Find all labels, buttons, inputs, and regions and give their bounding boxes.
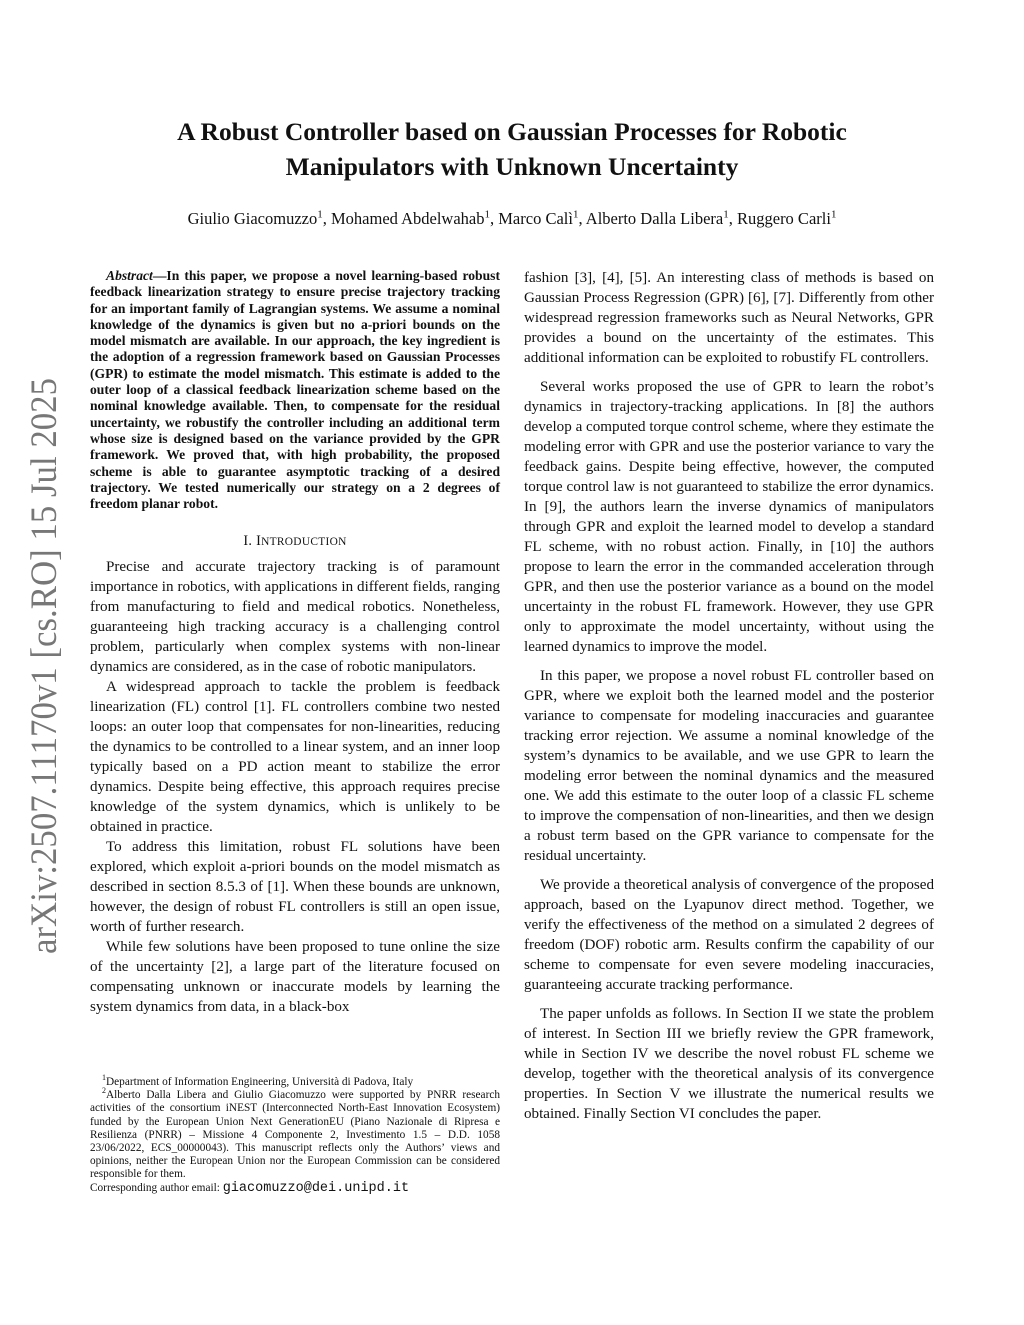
author-name: Giulio Giacomuzzo <box>187 209 318 228</box>
author-name: Alberto Dalla Libera <box>585 209 724 228</box>
body-paragraph: Precise and accurate trajectory tracking is of paramount importance in robotics, with applications in different fields, ranging from manufacturing to field and medical robotics. Nonetheless, guaranteeing high tracking accuracy is a challenging control problem, particularly when complex systems with non-linear dynamics are considered, as in the case of robotic manipulators. <box>90 559 500 676</box>
contact-label: Corresponding author email: <box>90 1181 220 1194</box>
footnote-2 <box>90 1086 500 1181</box>
footnote-text: Alberto Dalla Libera and Giulio Giacomuzzo were supported by PNRR research activities of the consortium iNEST (Interconnected North-East Innovation Ecosystem) funded by the European Union Next GenerationEU (Piano Nazionale di Ripresa e Resilienza (PNRR) – Missione 4 Componente 2, Investimento 1.5 – D.D. 1058 23/06/2022, ECS_00000043). This manuscript reflects only the Authors’ views and opinions, neither the European Union nor the European Commission can be considered responsible for them. <box>90 1089 500 1181</box>
paper-title <box>120 114 904 184</box>
section-numeral: I. <box>243 533 253 550</box>
right-column <box>524 268 934 1133</box>
body-paragraph: To address this limitation, robust FL solutions have been explored, which exploit a-priori bounds on the model mismatch as described in section 8.5.3 of [1]. When these bounds are unknown, however, the design of robust FL controllers is still an open issue, worth of further research. <box>90 839 500 936</box>
footnote-mark: 2 <box>102 1086 106 1096</box>
body-paragraph: While few solutions have been proposed to tune online the size of the uncertainty [2], a large part of the literature focused on compensating unknown or inaccurate models by learning the system dynamics from data, in a black-box <box>90 939 500 1016</box>
body-paragraph: Several works proposed the use of GPR to learn the robot’s dynamics in trajectory-tracking applications. In [8] the authors develop a computed torque control scheme, where they estimate the modeling error with GPR and use the posterior variance to vary the feedback gains. Despite being effective, however, the computed torque control law is not guaranteed to stabilize the error dynamics. In [9], the authors learn the inverse dynamics of manipulators through GPR and exploit the learned model to develop a standard FL scheme, with no robust action. Finally, in [10] the authors propose to learn the error in the commanded acceleration through GPR, and then use the posterior variance as a bound on the model uncertainty in the robust FL framework. However, they use GPR only to approximate the model uncertainty, without using the learned dynamics to improve the model. <box>524 379 934 655</box>
paper-title-line-2: Manipulators with Unknown Uncertainty <box>285 152 739 181</box>
body-paragraph: In this paper, we propose a novel robust FL controller based on GPR, where we exploit both the learned model and the posterior variance to compensate for modeling inaccuracies and guarantee tracking error rejection. We assume a nominal knowledge of the system’s dynamics to be available, and we use GPR to learn the modeling error between the nominal dynamics and the measured one. We add this estimate to the outer loop of a classic FL scheme to improve the compensation of non-linearities, and then we design a robust term based on the GPR variance to compensate for the residual uncertainty. <box>524 668 934 864</box>
paper-title-line-1: A Robust Controller based on Gaussian Processes for Robotic <box>177 117 847 146</box>
footnote-mark: 1 <box>102 1073 106 1083</box>
author-affiliation-mark: 1 <box>484 208 490 221</box>
author-affiliation-mark: 1 <box>317 208 323 221</box>
author-name: Mohamed Abdelwahab <box>330 209 485 228</box>
body-paragraph: The paper unfolds as follows. In Section II we state the problem of interest. In Section III we briefly review the GPR framework, while in Section IV we describe the novel robust FL scheme we develop, together with the theoretical analysis of its convergence properties. In Section V we illustrate the numerical results we obtained. Finally Section VI concludes the paper. <box>524 1006 934 1122</box>
body-paragraph: A widespread approach to tackle the problem is feedback linearization (FL) control [1]. FL controllers combine two nested loops: an outer loop that compensates for non-linearities, reducing the dynamics to be controlled to a linear system, and an inner loop typically based on a PD action meant to stabilize the error dynamics. Despite being effective, this approach requires precise knowledge of the system dynamics, which is unlikely to be obtained in practice. <box>90 679 500 836</box>
author-name: Ruggero Carli <box>736 209 831 228</box>
corresponding-author <box>90 1182 500 1195</box>
arxiv-stamp <box>16 376 72 956</box>
footnote-1 <box>90 1073 500 1089</box>
section-title-first-letter: I <box>256 533 262 550</box>
author-affiliation-mark: 1 <box>723 208 729 221</box>
body-paragraph: fashion [3], [4], [5]. An interesting class of methods is based on Gaussian Process Regression (GPR) [6], [7]. Differently from other widespread regression frameworks such as Neural Networks, GPR provides a bound on the uncertainty of the estimates. This additional information can be exploited to robustify FL controllers. <box>524 270 934 366</box>
abstract-text: In this paper, we propose a novel learning-based robust feedback linearization strategy to ensure precise trajectory tracking for an important family of Lagrangian systems. We assume a nominal knowledge of the dynamics is given but no a-priori bounds on the model mismatch are available. In our approach, the key ingredient is the adoption of a regression framework based on Gaussian Processes (GPR) to estimate the model mismatch. This estimate is added to the outer loop of a classical feedback linearization scheme based on the nominal knowledge available. Then, to compensate for the residual uncertainty, we robustify the controller including an additional term whose size is designed based on the variance provided by the GPR framework. We proved that, with high probability, the proposed scheme is able to guarantee asymptotic tracking of a desired trajectory. We tested numerically our strategy on a 2 degrees of freedom planar robot. <box>90 268 500 512</box>
abstract <box>90 268 500 512</box>
arxiv-stamp-text: arXiv:2507.11170v1 [cs.RO] 15 Jul 2025 <box>24 376 65 954</box>
abstract-dash: — <box>152 268 167 283</box>
section-title-rest: NTRODUCTION <box>261 536 347 549</box>
footnote-text: Department of Information Engineering, Università di Padova, Italy <box>106 1076 414 1088</box>
body-paragraph: We provide a theoretical analysis of convergence of the proposed approach, based on the Lyapunov direct method. Together, we verify the effectiveness of the method on a simulated 2 degrees of freedom (DOF) robotic arm. Results confirm the capability of our scheme to compensate for even severe modeling inaccuracies, guaranteeing accurate tracking performance. <box>524 877 934 993</box>
author-affiliation-mark: 1 <box>830 208 837 221</box>
abstract-label: Abstract <box>106 268 153 283</box>
contact-email[interactable]: giacomuzzo@dei.unipd.it <box>222 1180 410 1196</box>
section-heading-introduction <box>90 532 500 551</box>
author-list: Giulio Giacomuzzo$^1$, Mohamed Abdelwahab$^1$, Marco Calì$^1$, Alberto Dalla Libera$^1$, Ruggero Carli$^1$ <box>187 208 837 228</box>
left-column <box>90 268 500 1017</box>
author-affiliation-mark: 1 <box>572 208 579 221</box>
footnotes <box>90 1073 500 1196</box>
author-name: Marco Calì <box>498 209 573 228</box>
